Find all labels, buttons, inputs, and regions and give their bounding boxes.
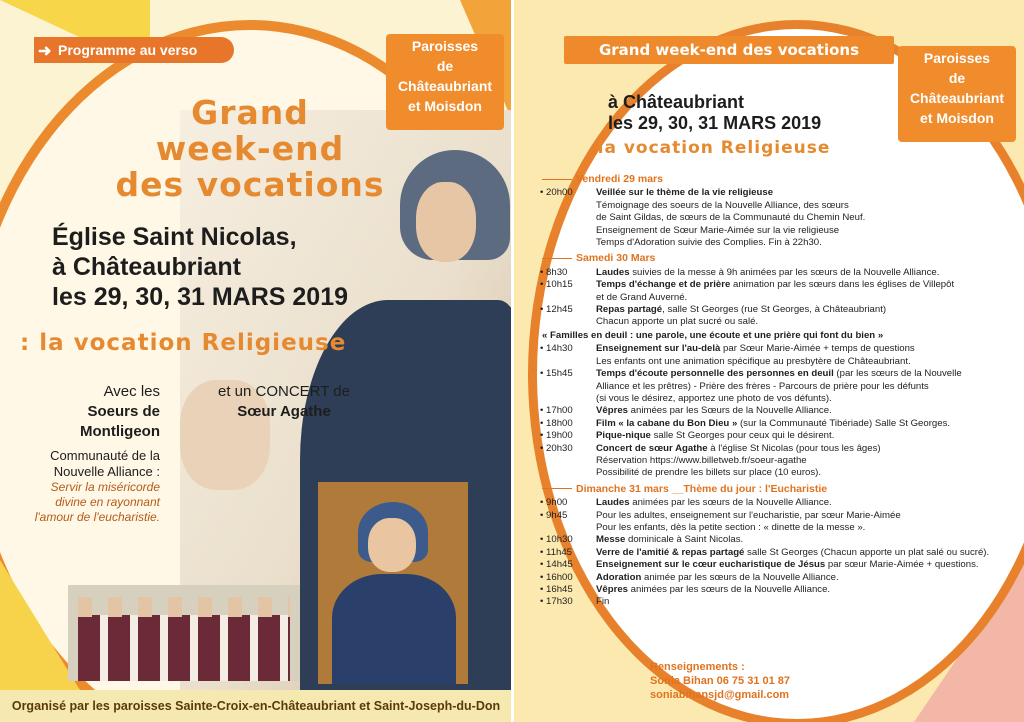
- parish-badge-back: [890, 48, 1024, 128]
- schedule-item: [538, 187, 1008, 249]
- title-line-1: Grand: [191, 93, 309, 132]
- item-title: Vêpres: [596, 405, 628, 417]
- item-text: animées par les sœurs de la Nouvelle Alliance.: [629, 497, 832, 509]
- item-extra: Réservation https://www.billetweb.fr/soeur-agathe: [596, 454, 807, 466]
- main-title: [100, 95, 400, 203]
- nun-face: [416, 182, 476, 262]
- item-time: • 16h00: [540, 571, 573, 583]
- item-extra: Possibilité de prendre les billets sur place (10 euros).: [596, 467, 822, 479]
- item-extra: Enseignement de Sœur Marie-Aimée sur la vie religieuse: [596, 224, 840, 236]
- event-location: [52, 222, 382, 312]
- parish-line-1: Paroisses: [411, 38, 479, 54]
- item-time: • 8h30: [540, 266, 568, 278]
- theme-line: [20, 330, 380, 356]
- item-extra: Témoignage des soeurs de la Nouvelle Alliance, des sœurs: [596, 199, 849, 211]
- schedule-item: [538, 418, 1008, 430]
- verso-tab: [34, 37, 234, 63]
- item-time: • 10h30: [540, 534, 573, 546]
- parish-back-line-2: de: [948, 70, 966, 86]
- item-extra: Chacun apporte un plat sucré ou salé.: [596, 316, 759, 328]
- event-dates: les 29, 30, 31 MARS 2019: [52, 283, 349, 311]
- item-time: • 12h45: [540, 304, 573, 316]
- item-text: animée par les sœurs de la Nouvelle Alliance.: [641, 571, 839, 583]
- item-text: salle St Georges (Chacun apporte un plat salé ou sucré).: [744, 546, 990, 558]
- item-time: • 18h00: [540, 417, 573, 429]
- theme-text: la vocation Religieuse: [39, 330, 347, 356]
- program-schedule: [538, 170, 1008, 609]
- city-name: à Châteaubriant: [52, 253, 241, 281]
- item-title: Adoration: [596, 571, 642, 583]
- header-banner: [564, 36, 894, 64]
- item-title: Enseignement sur l'au-delà: [596, 343, 721, 355]
- item-title: Repas partagé: [596, 304, 663, 316]
- item-text: animées par les Sœurs de la Nouvelle Alliance.: [628, 405, 832, 417]
- verso-label: Programme au verso: [58, 42, 198, 58]
- item-title: Temps d'échange et de prière: [596, 279, 731, 291]
- item-title: Messe: [596, 534, 626, 546]
- item-text: par Sœur Marie-Aimée + temps de questions: [720, 343, 915, 355]
- avec-intro: Avec les: [103, 383, 160, 400]
- item-time: • 9h45: [540, 509, 568, 521]
- back-theme: la vocation Religieuse: [597, 138, 831, 158]
- back-city: à Châteaubriant: [608, 92, 745, 112]
- schedule-item: [538, 368, 1008, 405]
- flyer-back: [514, 0, 1024, 722]
- schedule-item: [538, 596, 1008, 608]
- schedule-item: [538, 547, 1008, 559]
- parish-back-line-3: Châteaubriant: [909, 90, 1005, 106]
- parish-line-4: et Moisdon: [408, 98, 482, 114]
- concert-intro: et un CONCERT de: [217, 383, 350, 400]
- item-time: • 20h30: [540, 442, 573, 454]
- item-time: • 17h30: [540, 596, 573, 608]
- item-text: animation par les sœurs dans les églises de Villepôt: [730, 279, 955, 291]
- sisters-line-1: Soeurs de: [87, 403, 160, 420]
- group-robes: [78, 615, 290, 681]
- motto-line-2: divine en rayonnant: [55, 495, 160, 509]
- item-time: • 15h45: [540, 368, 573, 380]
- sisters-block: [30, 382, 160, 525]
- item-text: suivies de la messe à 9h animées par les sœurs de la Nouvelle Alliance.: [629, 266, 940, 278]
- item-title: Pique-nique: [596, 430, 651, 442]
- church-name: Église Saint Nicolas,: [52, 223, 297, 251]
- back-location: [608, 92, 908, 134]
- schedule-item: [538, 572, 1008, 584]
- schedule-item: [538, 343, 1008, 368]
- item-time: • 14h45: [540, 559, 573, 571]
- item-time: • 11h45: [540, 546, 572, 558]
- motto-line-1: Servir la miséricorde: [50, 480, 160, 494]
- item-title: Temps d'écoute personnelle des personnes en deuil: [596, 368, 834, 380]
- title-line-2: week-end: [155, 129, 345, 168]
- item-title: Laudes: [596, 497, 630, 509]
- item-extra: de Saint Gildas, de sœurs de la Communauté du Chemin Neuf.: [596, 212, 866, 224]
- item-text: animées par les sœurs de la Nouvelle Alliance.: [628, 584, 831, 595]
- item-time: • 20h00: [540, 187, 573, 199]
- sisters-group-photo: [68, 585, 300, 681]
- item-title: Enseignement sur le cœur eucharistique de Jésus: [596, 559, 826, 571]
- item-time: • 16h45: [540, 584, 573, 595]
- sisters-line-2: Montligeon: [80, 423, 160, 440]
- schedule-item: [538, 267, 1008, 279]
- item-extra: (si vous le désirez, apportez une photo de vos défunts).: [596, 392, 832, 404]
- concert-block: [214, 382, 354, 422]
- schedule-item: [538, 279, 1008, 304]
- item-title: Laudes: [596, 266, 630, 278]
- arrow-icon: ➜: [38, 43, 52, 60]
- item-title: Concert de sœur Agathe: [596, 442, 708, 454]
- item-title: Veillée sur le thème de la vie religieuse: [596, 187, 774, 199]
- parish-back-line-1: Paroisses: [923, 50, 991, 66]
- item-title: Verre de l'amitié & repas partagé: [596, 546, 745, 558]
- parish-line-2: de: [436, 58, 454, 74]
- agathe-robe: [332, 574, 456, 684]
- item-time: • 19h00: [540, 430, 573, 442]
- schedule-item: [538, 443, 1008, 480]
- item-extra: Les enfants ont une animation spécifique au presbytère de Châteaubriant.: [596, 355, 911, 367]
- community-line-2: Nouvelle Alliance :: [53, 464, 160, 479]
- schedule-item: [538, 497, 1008, 509]
- day-label-friday: Vendredi 29 mars: [542, 173, 1008, 185]
- schedule-item: [538, 405, 1008, 417]
- item-text: , salle St Georges (rue St Georges, à Châteaubriant): [662, 304, 887, 316]
- day-label-saturday: Samedi 30 Mars: [542, 252, 1008, 264]
- motto-line-3: l'amour de l'eucharistie.: [34, 510, 160, 524]
- day-label-sunday: Dimanche 31 mars __Thème du jour : l'Eucharistie: [542, 483, 1008, 495]
- contact-email: soniabihansjd@gmail.com: [650, 689, 790, 701]
- item-text: par sœur Marie-Aimée + questions.: [825, 559, 979, 571]
- item-text: dominicale à Saint Nicolas.: [625, 534, 744, 546]
- item-text: (sur la Communauté Tibériade) Salle St Georges.: [737, 417, 951, 429]
- schedule-item: [538, 304, 1008, 329]
- concert-name: Sœur Agathe: [237, 403, 331, 420]
- schedule-item: [538, 584, 1008, 596]
- schedule-item: [538, 534, 1008, 546]
- title-line-3: des vocations: [115, 165, 385, 204]
- item-text: (par les sœurs de la Nouvelle: [833, 368, 962, 380]
- header-title: Grand week-end des vocations: [598, 41, 860, 59]
- organized-by: Organisé par les paroisses Sainte-Croix-en-Châteaubriant et Saint-Joseph-du-Don: [0, 690, 512, 722]
- item-extra: Pour les enfants, dès la petite section : « dinette de la messe ».: [596, 521, 866, 533]
- schedule-item: [538, 559, 1008, 571]
- parish-line-3: Châteaubriant: [397, 78, 493, 94]
- item-text: Fin: [596, 596, 610, 608]
- item-text: Pour les adultes, enseignement sur l'eucharistie, par sœur Marie-Aimée: [596, 509, 901, 521]
- agathe-face: [368, 518, 416, 572]
- theme-prefix: :: [20, 330, 31, 356]
- item-title: Film « la cabane du Bon Dieu »: [596, 417, 738, 429]
- sister-agathe-photo: [318, 482, 468, 684]
- item-time: • 9h00: [540, 497, 568, 509]
- item-time: • 17h00: [540, 405, 573, 417]
- contact-block: [650, 660, 890, 702]
- group-faces: [78, 597, 290, 617]
- item-extra: Alliance et les prêtres) - Prière des frères - Parcours de prière pour les défunts: [596, 380, 929, 392]
- contact-name: Sonia Bihan 06 75 31 01 87: [650, 675, 791, 687]
- item-time: • 14h30: [540, 343, 573, 355]
- parish-back-line-4: et Moisdon: [920, 110, 994, 126]
- item-text: salle St Georges pour ceux qui le désirent.: [650, 430, 835, 442]
- item-text: à l'église St Nicolas (pour tous les âges): [707, 442, 881, 454]
- item-time: • 10h15: [540, 279, 573, 291]
- back-dates: les 29, 30, 31 MARS 2019: [608, 113, 822, 133]
- saturday-quote: « Familles en deuil : une parole, une écoute et une prière qui font du bien »: [542, 329, 884, 341]
- item-extra: et de Grand Auverné.: [596, 291, 688, 303]
- item-extra: Temps d'Adoration suivie des Complies. Fin à 22h30.: [596, 237, 822, 249]
- community-line-1: Communauté de la: [50, 448, 160, 463]
- schedule-item: [538, 510, 1008, 535]
- contact-label: Renseignements :: [650, 661, 745, 673]
- schedule-item: [538, 430, 1008, 442]
- item-title: Vêpres: [596, 584, 628, 595]
